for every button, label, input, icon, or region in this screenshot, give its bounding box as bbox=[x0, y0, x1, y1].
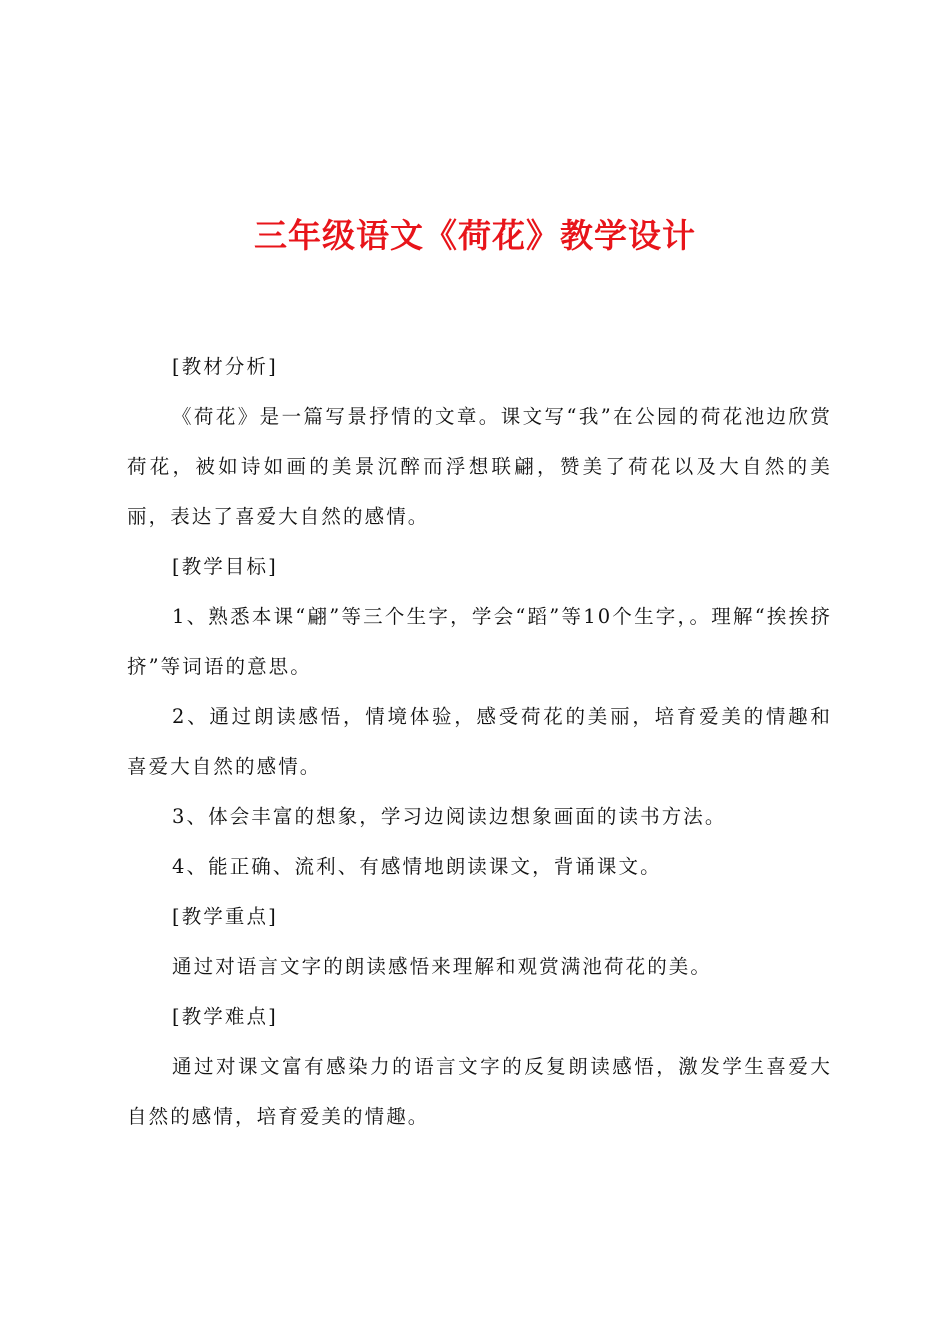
paragraph-goal-2: 2、通过朗读感悟，情境体验，感受荷花的美丽，培育爱美的情趣和喜爱大自然的感情。 bbox=[127, 705, 832, 778]
paragraph-teaching-difficulty: 通过对课文富有感染力的语言文字的反复朗读感悟，激发学生喜爱大自然的感情，培育爱美的情趣。 bbox=[127, 1055, 832, 1128]
paragraph-textbook-analysis: 《荷花》是一篇写景抒情的文章。课文写“我”在公园的荷花池边欣赏荷花，被如诗如画的美景沉醉而浮想联翩，赞美了荷花以及大自然的美丽，表达了喜爱大自然的感情。 bbox=[127, 405, 832, 528]
paragraph-teaching-focus: 通过对语言文字的朗读感悟来理解和观赏满池荷花的美。 bbox=[172, 955, 713, 978]
paragraph-goal-3: 3、体会丰富的想象，学习边阅读边想象画面的读书方法。 bbox=[172, 805, 727, 828]
paragraph-goal-4: 4、能正确、流利、有感情地朗读课文，背诵课文。 bbox=[172, 855, 662, 878]
document-body bbox=[127, 342, 832, 1142]
document-title: 三年级语文《荷花》教学设计 bbox=[254, 216, 696, 255]
paragraph-goal-1: 1、熟悉本课“翩”等三个生字，学会“蹈”等10个生字，。理解“挨挨挤挤”等词语的意思。 bbox=[127, 605, 832, 678]
section-heading-textbook-analysis: [教材分析] bbox=[172, 355, 278, 378]
section-heading-teaching-difficulty: [教学难点] bbox=[172, 1005, 278, 1028]
section-heading-teaching-goals: [教学目标] bbox=[172, 555, 278, 578]
section-heading-teaching-focus: [教学重点] bbox=[172, 905, 278, 928]
